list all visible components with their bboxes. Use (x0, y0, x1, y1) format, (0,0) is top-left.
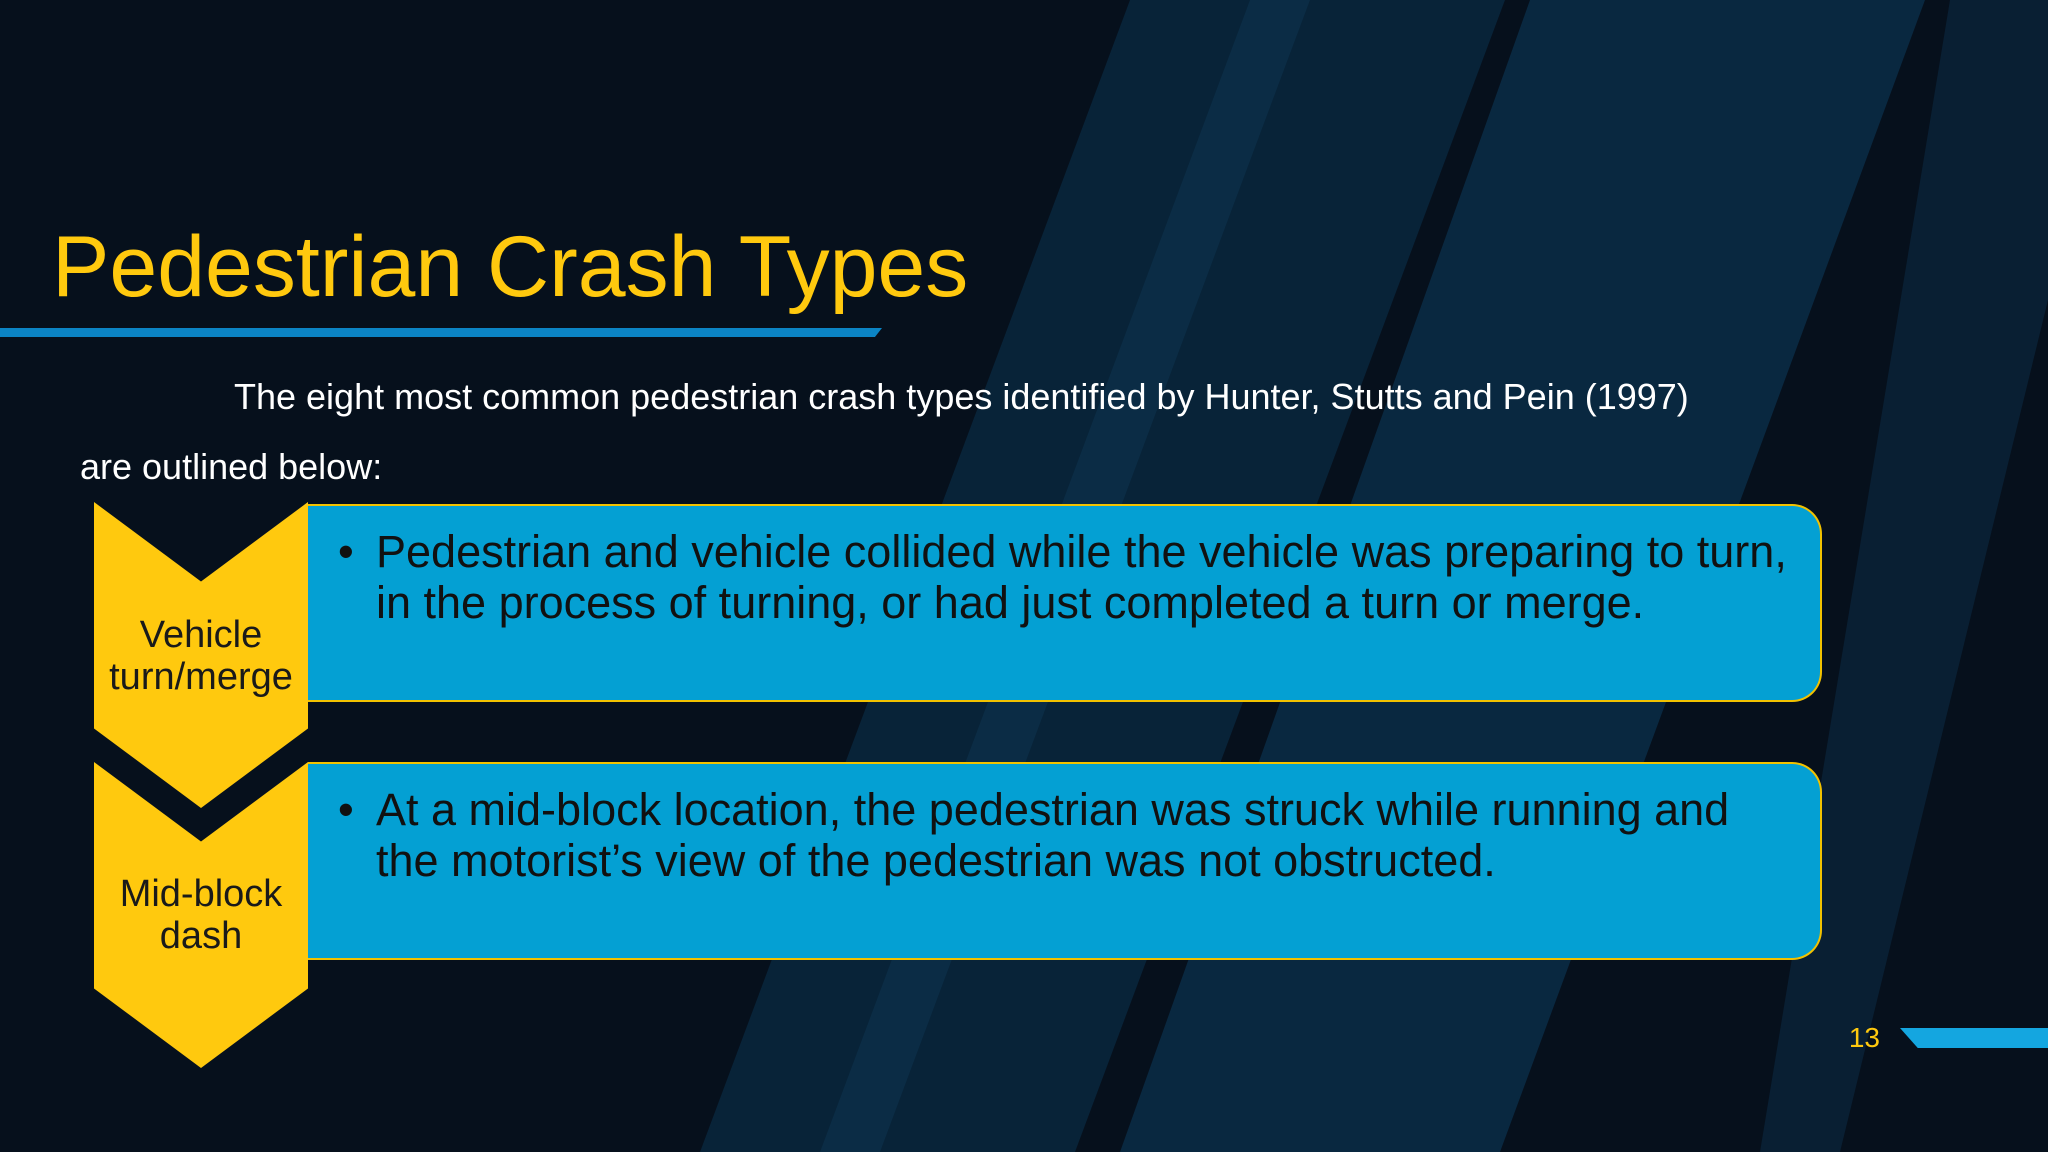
intro-text: The eight most common pedestrian crash types identified by Hunter, Stutts and Pein (1997) are outlined below: (80, 376, 1689, 487)
crash-type-description-text: Pedestrian and vehicle collided while the vehicle was preparing to turn, in the process of turning, or had just completed a turn or merge. (376, 526, 1787, 628)
crash-type-card-mid-block-dash (308, 762, 1822, 960)
page-number: 13 (1848, 1022, 1880, 1053)
title-underline (0, 328, 882, 337)
crash-type-description-text: At a mid-block location, the pedestrian was struck while running and the motorist’s view of the pedestrian was not obstructed. (376, 784, 1730, 886)
crash-type-label-vehicle-turn-merge: Vehicle turn/merge (109, 614, 293, 698)
page-accent-bar (1900, 1028, 2048, 1048)
slide-title: Pedestrian Crash Types (52, 219, 969, 315)
bullet-point: • (338, 784, 354, 835)
crash-type-label-mid-block-dash: Mid-block dash (119, 873, 283, 957)
crash-type-card-vehicle-turn-merge (308, 504, 1822, 702)
crash-type-description (338, 526, 1790, 628)
bullet-point: • (338, 526, 354, 577)
crash-type-description (338, 784, 1790, 886)
